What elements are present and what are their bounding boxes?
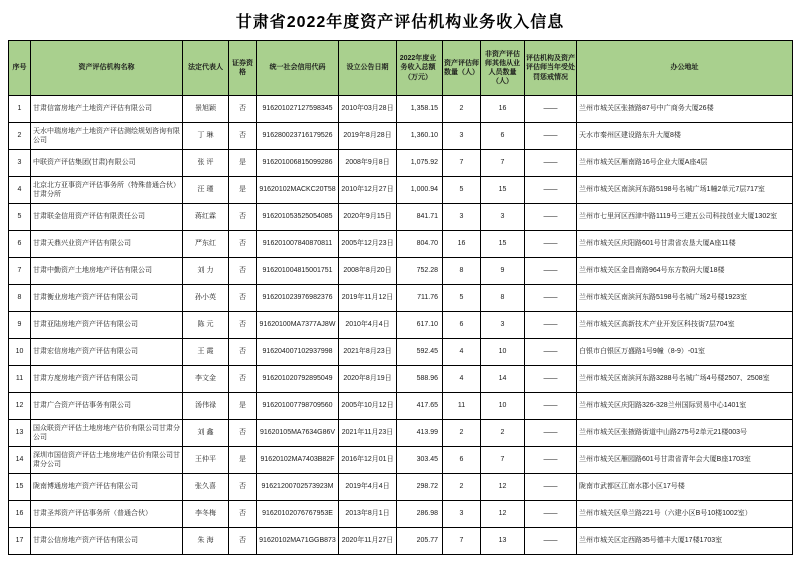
other-staff-count-cell: 12 bbox=[481, 474, 525, 501]
table-row bbox=[9, 393, 793, 420]
other-staff-count-cell: 6 bbox=[481, 123, 525, 150]
other-staff-count-cell: 15 bbox=[481, 177, 525, 204]
legal-rep-cell: 汤伟禄 bbox=[183, 393, 229, 420]
income-cell: 588.96 bbox=[397, 366, 443, 393]
org-name-cell: 甘肃联金信用资产评估有限责任公司 bbox=[31, 204, 183, 231]
announce-date-cell: 2005年12月23日 bbox=[339, 231, 397, 258]
other-staff-count-cell: 12 bbox=[481, 501, 525, 528]
seq-cell: 13 bbox=[9, 420, 31, 447]
col-header-penalty-status: 评估机构及资产评估师当年受处罚惩戒情况 bbox=[525, 41, 577, 96]
penalty-status-cell: —— bbox=[525, 528, 577, 555]
legal-rep-cell: 张久喜 bbox=[183, 474, 229, 501]
penalty-status-cell: —— bbox=[525, 150, 577, 177]
other-staff-count-cell: 15 bbox=[481, 231, 525, 258]
announce-date-cell: 2016年12月01日 bbox=[339, 447, 397, 474]
office-address-cell: 兰州市城关区南滨河东路5198号名城广场1幢2单元7层717室 bbox=[577, 177, 793, 204]
table-body bbox=[9, 96, 793, 555]
announce-date-cell: 2013年8月1日 bbox=[339, 501, 397, 528]
securities-qualification-cell: 是 bbox=[229, 177, 257, 204]
securities-qualification-cell: 是 bbox=[229, 150, 257, 177]
col-header-office-address: 办公地址 bbox=[577, 41, 793, 96]
legal-rep-cell: 张 评 bbox=[183, 150, 229, 177]
penalty-status-cell: —— bbox=[525, 123, 577, 150]
table-row bbox=[9, 177, 793, 204]
credit-code-cell: 916201020792895049 bbox=[257, 366, 339, 393]
legal-rep-cell: 朱 海 bbox=[183, 528, 229, 555]
credit-code-cell: 916201004815001751 bbox=[257, 258, 339, 285]
header-row bbox=[9, 41, 793, 96]
appraiser-count-cell: 2 bbox=[443, 474, 481, 501]
office-address-cell: 兰州市城关区张掖路街道中山路275号2单元21楼003号 bbox=[577, 420, 793, 447]
office-address-cell: 兰州市七里河区西津中路1119号三建五公司科技创业大厦1302室 bbox=[577, 204, 793, 231]
legal-rep-cell: 陈 元 bbox=[183, 312, 229, 339]
appraiser-count-cell: 4 bbox=[443, 339, 481, 366]
org-name-cell: 甘肃天鼎兴业资产评估有限公司 bbox=[31, 231, 183, 258]
legal-rep-cell: 蒋红霖 bbox=[183, 204, 229, 231]
org-name-cell: 中联资产评估集团(甘肃)有限公司 bbox=[31, 150, 183, 177]
table-row bbox=[9, 258, 793, 285]
org-name-cell: 甘肃圣邦资产评估事务所（普通合伙） bbox=[31, 501, 183, 528]
penalty-status-cell: —— bbox=[525, 393, 577, 420]
income-cell: 617.10 bbox=[397, 312, 443, 339]
credit-code-cell: 916201023976982376 bbox=[257, 285, 339, 312]
penalty-status-cell: —— bbox=[525, 96, 577, 123]
credit-code-cell: 91621200702573923M bbox=[257, 474, 339, 501]
other-staff-count-cell: 16 bbox=[481, 96, 525, 123]
credit-code-cell: 91620102MA7403B82F bbox=[257, 447, 339, 474]
income-cell: 1,360.10 bbox=[397, 123, 443, 150]
announce-date-cell: 2020年9月15日 bbox=[339, 204, 397, 231]
table-row bbox=[9, 447, 793, 474]
seq-cell: 1 bbox=[9, 96, 31, 123]
credit-code-cell: 916201007840870811 bbox=[257, 231, 339, 258]
legal-rep-cell: 王仲平 bbox=[183, 447, 229, 474]
penalty-status-cell: —— bbox=[525, 366, 577, 393]
income-cell: 804.70 bbox=[397, 231, 443, 258]
income-cell: 1,075.92 bbox=[397, 150, 443, 177]
penalty-status-cell: —— bbox=[525, 447, 577, 474]
table-row bbox=[9, 150, 793, 177]
table-row bbox=[9, 204, 793, 231]
office-address-cell: 兰州市城关区南滨河东路5198号名城广场2号楼1923室 bbox=[577, 285, 793, 312]
securities-qualification-cell: 否 bbox=[229, 528, 257, 555]
legal-rep-cell: 景旭颖 bbox=[183, 96, 229, 123]
col-header-legal-rep: 法定代表人 bbox=[183, 41, 229, 96]
credit-code-cell: 916201053525054085 bbox=[257, 204, 339, 231]
legal-rep-cell: 李文金 bbox=[183, 366, 229, 393]
other-staff-count-cell: 8 bbox=[481, 285, 525, 312]
securities-qualification-cell: 否 bbox=[229, 204, 257, 231]
seq-cell: 3 bbox=[9, 150, 31, 177]
table-row bbox=[9, 312, 793, 339]
announce-date-cell: 2010年4月4日 bbox=[339, 312, 397, 339]
org-name-cell: 甘肃方度房地产资产评估有限公司 bbox=[31, 366, 183, 393]
legal-rep-cell: 李冬梅 bbox=[183, 501, 229, 528]
office-address-cell: 兰州市城关区南滨河东路3288号名城广场4号楼2507、2508室 bbox=[577, 366, 793, 393]
legal-rep-cell: 王 霞 bbox=[183, 339, 229, 366]
income-cell: 413.99 bbox=[397, 420, 443, 447]
office-address-cell: 兰州市城关区雁南路16号企业大厦A座4层 bbox=[577, 150, 793, 177]
penalty-status-cell: —— bbox=[525, 204, 577, 231]
office-address-cell: 兰州市城关区雁园路601号甘肃省青年会大厦B座1703室 bbox=[577, 447, 793, 474]
legal-rep-cell: 丁 琳 bbox=[183, 123, 229, 150]
col-header-other-staff-count: 非资产评估师其他从业人员数量（人） bbox=[481, 41, 525, 96]
other-staff-count-cell: 14 bbox=[481, 366, 525, 393]
seq-cell: 7 bbox=[9, 258, 31, 285]
table-row bbox=[9, 366, 793, 393]
securities-qualification-cell: 否 bbox=[229, 312, 257, 339]
credit-code-cell: 916201006815099286 bbox=[257, 150, 339, 177]
org-name-cell: 国众联资产评估土地房地产估价有限公司甘肃分公司 bbox=[31, 420, 183, 447]
table-row bbox=[9, 474, 793, 501]
table-header bbox=[9, 41, 793, 96]
securities-qualification-cell: 否 bbox=[229, 96, 257, 123]
announce-date-cell: 2019年11月12日 bbox=[339, 285, 397, 312]
announce-date-cell: 2008年8月20日 bbox=[339, 258, 397, 285]
other-staff-count-cell: 3 bbox=[481, 312, 525, 339]
org-name-cell: 北京北方亚事资产评估事务所（特殊普通合伙）甘肃分所 bbox=[31, 177, 183, 204]
office-address-cell: 兰州市城关区高新技术产业开发区科技街7层704室 bbox=[577, 312, 793, 339]
table-row bbox=[9, 528, 793, 555]
income-cell: 205.77 bbox=[397, 528, 443, 555]
securities-qualification-cell: 否 bbox=[229, 123, 257, 150]
income-cell: 298.72 bbox=[397, 474, 443, 501]
securities-qualification-cell: 否 bbox=[229, 285, 257, 312]
securities-qualification-cell: 否 bbox=[229, 258, 257, 285]
table-row bbox=[9, 123, 793, 150]
appraiser-count-cell: 4 bbox=[443, 366, 481, 393]
securities-qualification-cell: 否 bbox=[229, 366, 257, 393]
income-cell: 711.76 bbox=[397, 285, 443, 312]
income-cell: 286.98 bbox=[397, 501, 443, 528]
col-header-income: 2022年度业务收入总额（万元） bbox=[397, 41, 443, 96]
table-row bbox=[9, 339, 793, 366]
announce-date-cell: 2005年10月12日 bbox=[339, 393, 397, 420]
credit-code-cell: 916201007798709560 bbox=[257, 393, 339, 420]
seq-cell: 11 bbox=[9, 366, 31, 393]
income-cell: 592.45 bbox=[397, 339, 443, 366]
credit-code-cell: 91620102MACKC20T58 bbox=[257, 177, 339, 204]
other-staff-count-cell: 10 bbox=[481, 339, 525, 366]
legal-rep-cell: 刘 鑫 bbox=[183, 420, 229, 447]
announce-date-cell: 2021年11月23日 bbox=[339, 420, 397, 447]
office-address-cell: 兰州市城关区庆阳路601号甘肃省农垦大厦A座11楼 bbox=[577, 231, 793, 258]
securities-qualification-cell: 否 bbox=[229, 339, 257, 366]
org-name-cell: 陇南博通房地产资产评估有限公司 bbox=[31, 474, 183, 501]
seq-cell: 15 bbox=[9, 474, 31, 501]
table-row bbox=[9, 420, 793, 447]
col-header-securities-qualification: 证券资格 bbox=[229, 41, 257, 96]
org-name-cell: 甘肃公信房地产资产评估有限公司 bbox=[31, 528, 183, 555]
securities-qualification-cell: 是 bbox=[229, 393, 257, 420]
income-cell: 1,000.94 bbox=[397, 177, 443, 204]
announce-date-cell: 2019年4月4日 bbox=[339, 474, 397, 501]
legal-rep-cell: 汪 瑾 bbox=[183, 177, 229, 204]
org-name-cell: 甘肃中勤资产土地房地产评估有限公司 bbox=[31, 258, 183, 285]
securities-qualification-cell: 是 bbox=[229, 447, 257, 474]
seq-cell: 12 bbox=[9, 393, 31, 420]
appraiser-count-cell: 7 bbox=[443, 528, 481, 555]
appraiser-count-cell: 7 bbox=[443, 150, 481, 177]
appraiser-count-cell: 8 bbox=[443, 258, 481, 285]
income-cell: 417.65 bbox=[397, 393, 443, 420]
other-staff-count-cell: 3 bbox=[481, 204, 525, 231]
income-cell: 752.28 bbox=[397, 258, 443, 285]
seq-cell: 14 bbox=[9, 447, 31, 474]
announce-date-cell: 2010年12月27日 bbox=[339, 177, 397, 204]
col-header-seq: 序号 bbox=[9, 41, 31, 96]
announce-date-cell: 2021年8月23日 bbox=[339, 339, 397, 366]
org-name-cell: 天水中瑞房地产土地资产评估测绘规划咨询有限公司 bbox=[31, 123, 183, 150]
org-name-cell: 甘肃宏信房地产资产评估有限公司 bbox=[31, 339, 183, 366]
other-staff-count-cell: 13 bbox=[481, 528, 525, 555]
penalty-status-cell: —— bbox=[525, 285, 577, 312]
penalty-status-cell: —— bbox=[525, 258, 577, 285]
credit-code-cell: 916280023716179526 bbox=[257, 123, 339, 150]
legal-rep-cell: 严东红 bbox=[183, 231, 229, 258]
org-name-cell: 甘肃广合资产评估事务有限公司 bbox=[31, 393, 183, 420]
announce-date-cell: 2010年03月28日 bbox=[339, 96, 397, 123]
income-cell: 303.45 bbox=[397, 447, 443, 474]
credit-code-cell: 91620102MA71GGB873 bbox=[257, 528, 339, 555]
credit-code-cell: 91620100MA7377AJ8W bbox=[257, 312, 339, 339]
seq-cell: 16 bbox=[9, 501, 31, 528]
appraiser-count-cell: 5 bbox=[443, 285, 481, 312]
penalty-status-cell: —— bbox=[525, 312, 577, 339]
penalty-status-cell: —— bbox=[525, 474, 577, 501]
seq-cell: 8 bbox=[9, 285, 31, 312]
credit-code-cell: 916204007102937998 bbox=[257, 339, 339, 366]
income-cell: 1,358.15 bbox=[397, 96, 443, 123]
table-row bbox=[9, 231, 793, 258]
appraiser-count-cell: 2 bbox=[443, 420, 481, 447]
other-staff-count-cell: 2 bbox=[481, 420, 525, 447]
credit-code-cell: 91620105MA7634G86V bbox=[257, 420, 339, 447]
income-table bbox=[8, 40, 793, 555]
org-name-cell: 甘肃亚陆房地产资产评估有限公司 bbox=[31, 312, 183, 339]
office-address-cell: 兰州市城关区庆阳路326-328兰州国际贸易中心1401室 bbox=[577, 393, 793, 420]
securities-qualification-cell: 否 bbox=[229, 501, 257, 528]
table-row bbox=[9, 501, 793, 528]
seq-cell: 4 bbox=[9, 177, 31, 204]
office-address-cell: 陇南市武都区江南水郡小区17号楼 bbox=[577, 474, 793, 501]
appraiser-count-cell: 16 bbox=[443, 231, 481, 258]
appraiser-count-cell: 11 bbox=[443, 393, 481, 420]
col-header-credit-code: 统一社会信用代码 bbox=[257, 41, 339, 96]
appraiser-count-cell: 3 bbox=[443, 204, 481, 231]
securities-qualification-cell: 否 bbox=[229, 231, 257, 258]
col-header-appraiser-count: 资产评估师数量（人） bbox=[443, 41, 481, 96]
table-row bbox=[9, 96, 793, 123]
announce-date-cell: 2020年11月27日 bbox=[339, 528, 397, 555]
appraiser-count-cell: 5 bbox=[443, 177, 481, 204]
appraiser-count-cell: 3 bbox=[443, 501, 481, 528]
appraiser-count-cell: 3 bbox=[443, 123, 481, 150]
seq-cell: 9 bbox=[9, 312, 31, 339]
col-header-announce-date: 设立公告日期 bbox=[339, 41, 397, 96]
penalty-status-cell: —— bbox=[525, 339, 577, 366]
org-name-cell: 甘肃衡业房地产资产评估有限公司 bbox=[31, 285, 183, 312]
other-staff-count-cell: 10 bbox=[481, 393, 525, 420]
seq-cell: 5 bbox=[9, 204, 31, 231]
office-address-cell: 兰州市城关区张掖路87号中广商务大厦26楼 bbox=[577, 96, 793, 123]
securities-qualification-cell: 否 bbox=[229, 420, 257, 447]
seq-cell: 10 bbox=[9, 339, 31, 366]
org-name-cell: 深圳市国信资产评估土地房地产估价有限公司甘肃分公司 bbox=[31, 447, 183, 474]
col-header-org-name: 资产评估机构名称 bbox=[31, 41, 183, 96]
securities-qualification-cell: 否 bbox=[229, 474, 257, 501]
org-name-cell: 甘肃信富房地产土地资产评估有限公司 bbox=[31, 96, 183, 123]
announce-date-cell: 2020年8月19日 bbox=[339, 366, 397, 393]
appraiser-count-cell: 6 bbox=[443, 447, 481, 474]
office-address-cell: 兰州市城关区定西路35号德丰大厦17楼1703室 bbox=[577, 528, 793, 555]
appraiser-count-cell: 6 bbox=[443, 312, 481, 339]
page-title: 甘肃省2022年度资产评估机构业务收入信息 bbox=[235, 14, 565, 31]
other-staff-count-cell: 7 bbox=[481, 447, 525, 474]
table-row bbox=[9, 285, 793, 312]
penalty-status-cell: —— bbox=[525, 177, 577, 204]
penalty-status-cell: —— bbox=[525, 501, 577, 528]
office-address-cell: 兰州市城关区皋兰路221号（六建小区B号10楼1002室） bbox=[577, 501, 793, 528]
office-address-cell: 兰州市城关区金昌南路964号东方数码大厦18楼 bbox=[577, 258, 793, 285]
announce-date-cell: 2019年8月28日 bbox=[339, 123, 397, 150]
legal-rep-cell: 孙小英 bbox=[183, 285, 229, 312]
seq-cell: 2 bbox=[9, 123, 31, 150]
legal-rep-cell: 刘 力 bbox=[183, 258, 229, 285]
office-address-cell: 白银市白银区万盛路1号9幢（8-9）-01室 bbox=[577, 339, 793, 366]
other-staff-count-cell: 7 bbox=[481, 150, 525, 177]
credit-code-cell: 91620102076767953E bbox=[257, 501, 339, 528]
other-staff-count-cell: 9 bbox=[481, 258, 525, 285]
penalty-status-cell: —— bbox=[525, 420, 577, 447]
credit-code-cell: 916201027127598345 bbox=[257, 96, 339, 123]
seq-cell: 17 bbox=[9, 528, 31, 555]
seq-cell: 6 bbox=[9, 231, 31, 258]
announce-date-cell: 2008年9月8日 bbox=[339, 150, 397, 177]
penalty-status-cell: —— bbox=[525, 231, 577, 258]
office-address-cell: 天水市秦州区建设路东升大厦8楼 bbox=[577, 123, 793, 150]
income-cell: 841.71 bbox=[397, 204, 443, 231]
appraiser-count-cell: 2 bbox=[443, 96, 481, 123]
